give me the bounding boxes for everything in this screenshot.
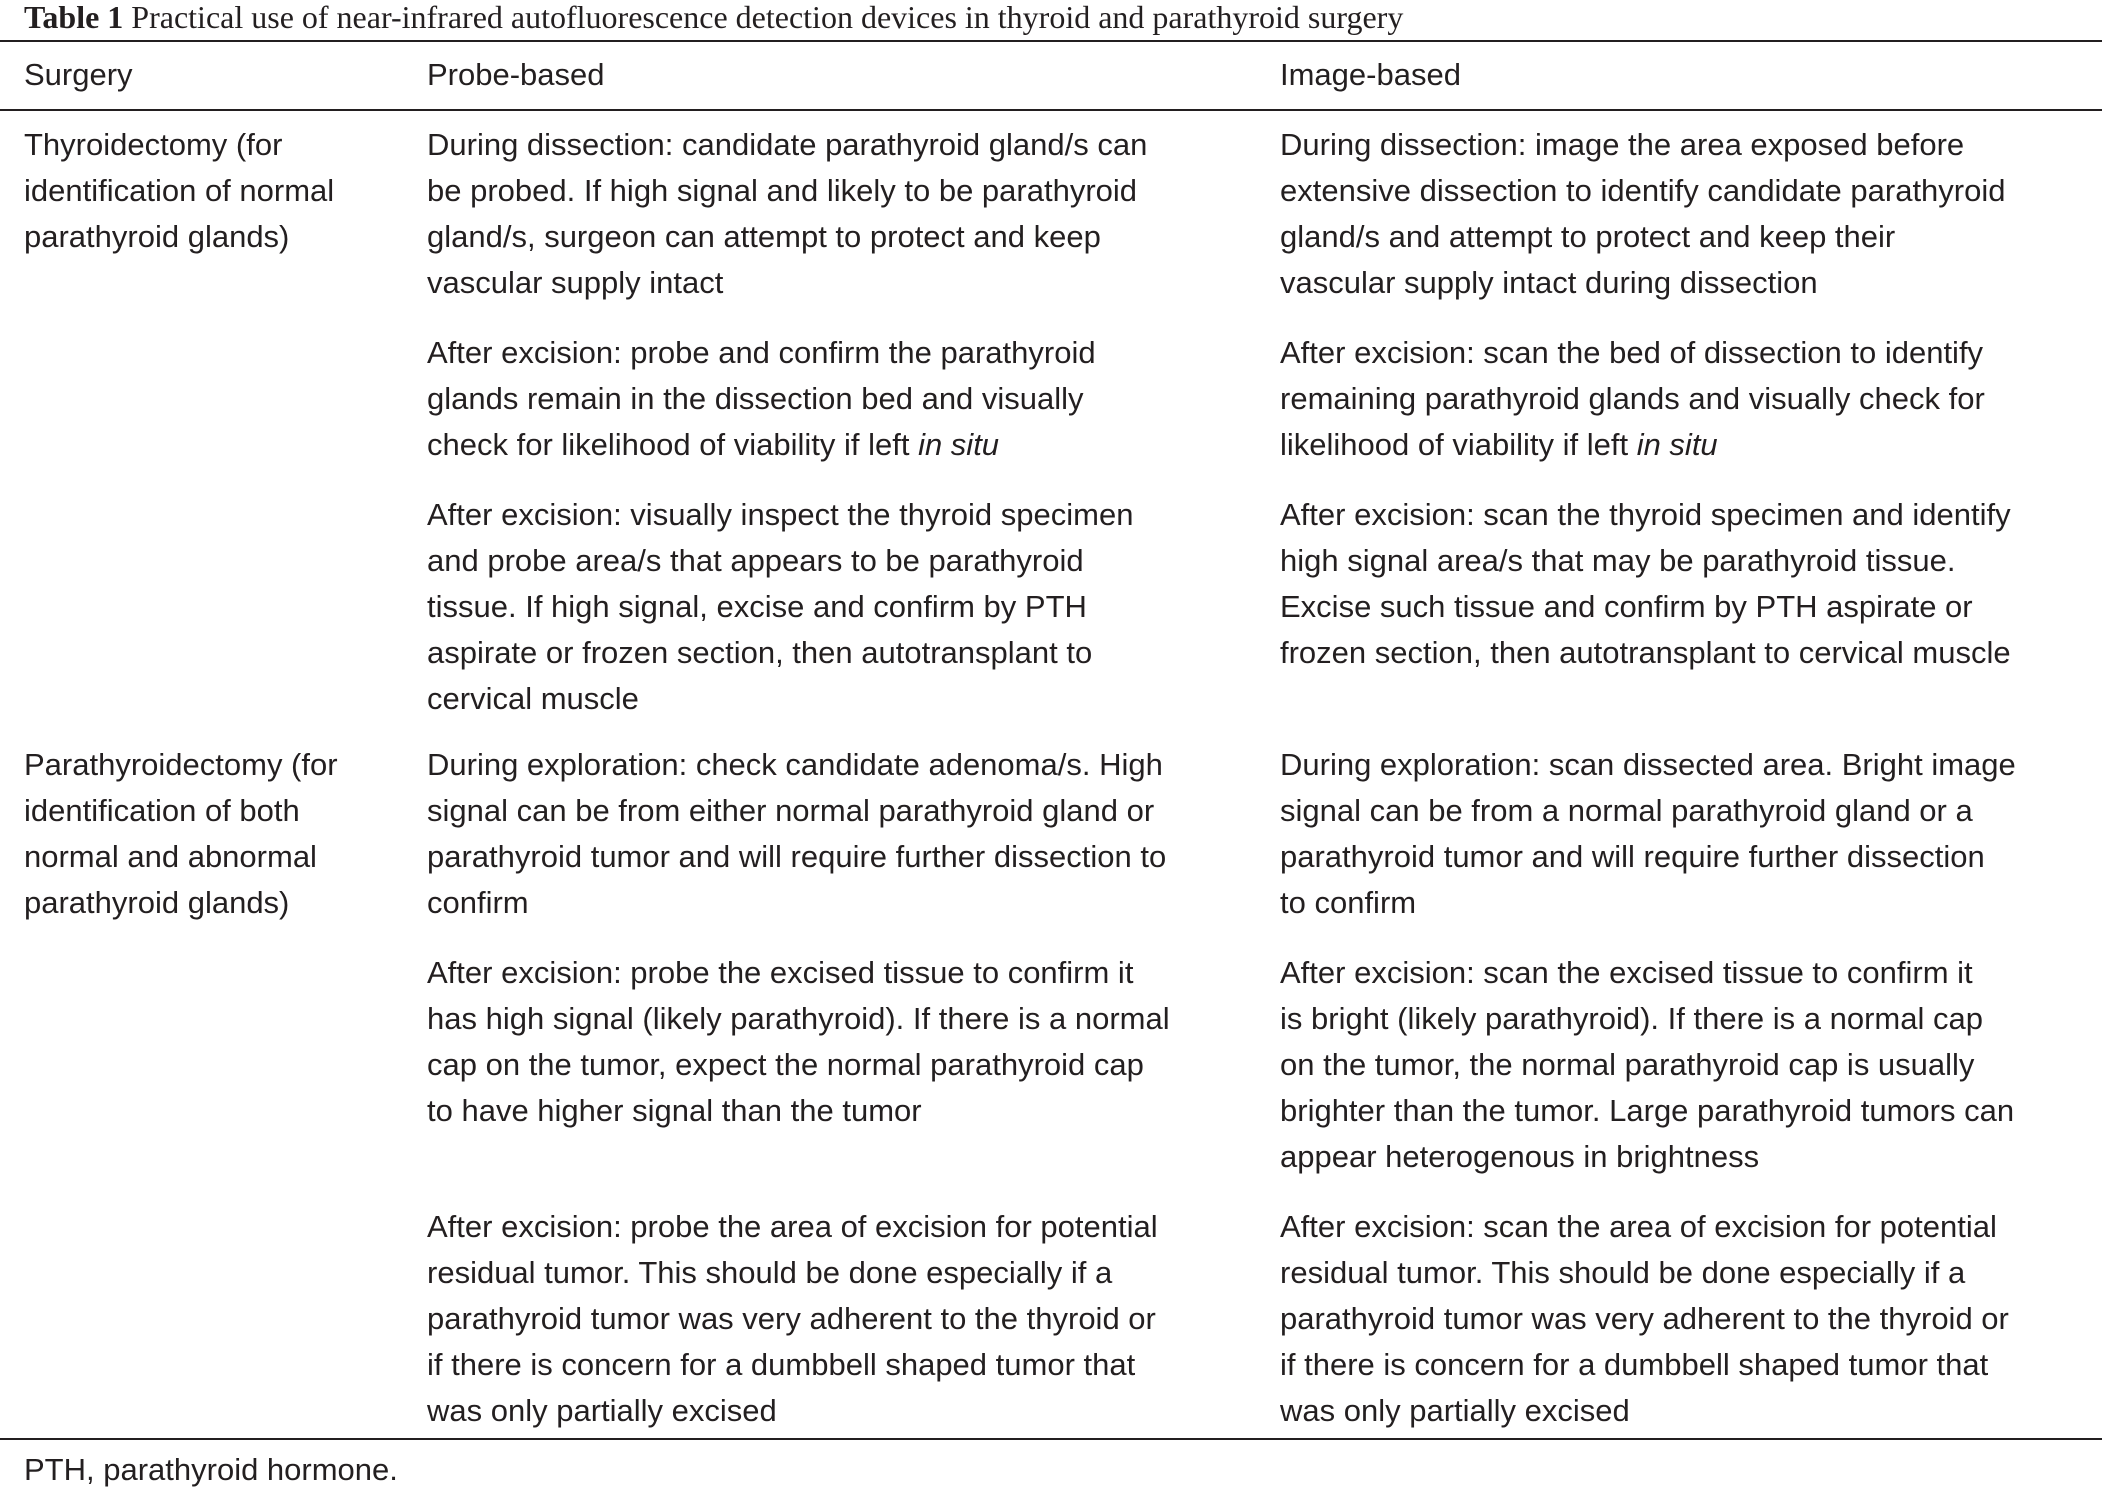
probe-cell: After excision: probe the excised tissue to confirm it has high signal (likely parathyroid). If there is a normal cap on the tumor, expect the normal parathyroid cap to have higher signal than the tumor <box>427 955 1170 1128</box>
probe-cell: During exploration: check candidate adenoma/s. High signal can be from either normal parathyroid gland or parathyroid tumor and will require further dissection to confirm <box>427 747 1167 920</box>
probe-cell <box>427 330 1257 468</box>
table-bottom-rule <box>0 1438 2102 1440</box>
table-footnote: PTH, parathyroid hormone. <box>24 1452 398 1487</box>
image-cell: During dissection: image the area exposed before extensive dissection to identify candidate parathyroid gland/s and attempt to protect and keep their vascular supply intact during dissection <box>1280 127 2006 300</box>
table-title: Practical use of near-infrared autofluorescence detection devices in thyroid and parathyroid surgery <box>131 0 1404 35</box>
image-cell-text: After excision: scan the bed of dissection to identify remaining parathyroid glands and visually check for likelihood of viability if left <box>1280 335 1985 462</box>
surgery-cell-thyroidectomy: Thyroidectomy (for identification of normal parathyroid glands) <box>24 127 335 254</box>
table-caption <box>24 0 2094 34</box>
surgery-cell-parathyroidectomy: Parathyroidectomy (for identification of both normal and abnormal parathyroid glands) <box>24 747 338 920</box>
image-cell: During exploration: scan dissected area. Bright image signal can be from a normal parathyroid gland or a parathyroid tumor and will require further dissection to confirm <box>1280 747 2016 920</box>
header-probe-based: Probe-based <box>427 57 605 92</box>
probe-cell: During dissection: candidate parathyroid gland/s can be probed. If high signal and likely to be parathyroid gland/s, surgeon can attempt to protect and keep vascular supply intact <box>427 127 1148 300</box>
header-surgery: Surgery <box>24 57 133 92</box>
probe-cell-italic: in situ <box>918 427 1000 462</box>
image-cell-italic: in situ <box>1636 427 1718 462</box>
image-cell: After excision: scan the thyroid specimen and identify high signal area/s that may be parathyroid tissue. Excise such tissue and confirm by PTH aspirate or frozen section, then autotransplant to cervical muscle <box>1280 497 2011 670</box>
probe-cell: After excision: probe the area of excision for potential residual tumor. This should be done especially if a parathyroid tumor was very adherent to the thyroid or if there is concern for a dumbbell shaped tumor that was only partially excised <box>427 1209 1158 1428</box>
table-header-rule <box>0 109 2102 111</box>
image-cell <box>1280 330 2090 468</box>
header-image-based: Image-based <box>1280 57 1461 92</box>
probe-cell: After excision: visually inspect the thyroid specimen and probe area/s that appears to be parathyroid tissue. If high signal, excise and confirm by PTH aspirate or frozen section, then autotransplant to cervical muscle <box>427 497 1134 716</box>
table-label: Table 1 <box>24 0 124 35</box>
image-cell: After excision: scan the area of excision for potential residual tumor. This should be done especially if a parathyroid tumor was very adherent to the thyroid or if there is concern for a dumbbell shaped tumor that was only partially excised <box>1280 1209 2009 1428</box>
table-top-rule <box>0 40 2102 42</box>
probe-cell-text: After excision: probe and confirm the parathyroid glands remain in the dissection bed and visually check for likelihood of viability if left <box>427 335 1096 462</box>
image-cell: After excision: scan the excised tissue to confirm it is bright (likely parathyroid). If there is a normal cap on the tumor, the normal parathyroid cap is usually brighter than the tumor. Large parathyroid tumors can appear heterogenous in brightness <box>1280 955 2015 1174</box>
